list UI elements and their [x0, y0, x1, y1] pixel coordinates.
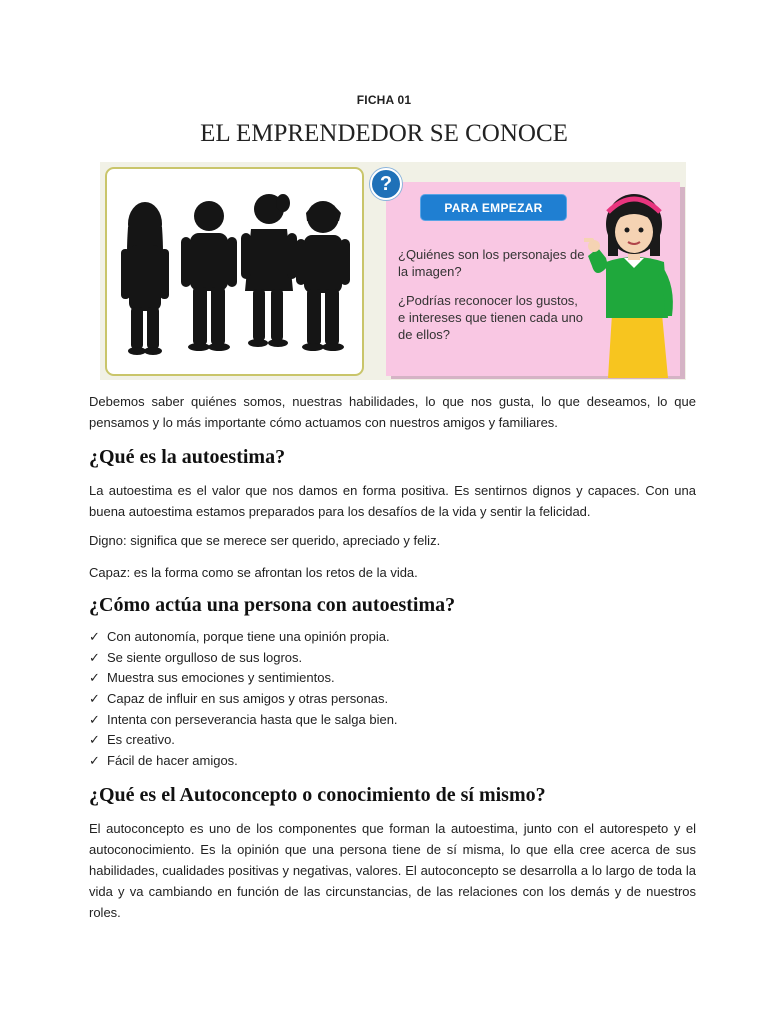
digno-definition: Digno: significa que se merece ser querido, apreciado y feliz. — [89, 533, 441, 548]
intro-paragraph: Debemos saber quiénes somos, nuestras habilidades, lo que nos gusta, lo que deseamos, lo que pensamos y lo más importante cómo actuamos con nuestros amigos y familiares. — [89, 394, 696, 430]
check-icon: ✓ — [89, 649, 100, 665]
check-icon: ✓ — [89, 752, 100, 768]
children-silhouettes-image — [107, 169, 362, 374]
sheet-label: FICHA 01 — [356, 93, 412, 107]
autoconcepto-paragraph: El autoconcepto es uno de los componentes que forman la autoestima, junto con el autorespeto y el autoconocimiento. Es la opinión que una persona tiene de sí misma, lo que ella cree acerca de sus habilidades, cualidades positivas y negativas, valores. El autoconcepto se desarrolla a lo largo de toda la vida y va cambiando en función de las circunstancias, de las relaciones con los demás y de nuestros roles. — [89, 821, 696, 920]
check-icon: ✓ — [89, 732, 100, 748]
list-item: ✓ Se siente orgulloso de sus logros. — [89, 648, 398, 669]
heading-como-actua: ¿Cómo actúa una persona con autoestima? — [89, 594, 456, 616]
check-icon: ✓ — [89, 670, 100, 686]
traits-checklist — [89, 627, 398, 771]
page-title: EL EMPRENDEDOR SE CONOCE — [200, 120, 568, 147]
check-icon: ✓ — [89, 711, 100, 727]
list-item: ✓ Es creativo. — [89, 730, 398, 751]
silhouettes-frame — [105, 167, 364, 376]
question-2: ¿Podrías reconocer los gustos, e intereses que tienen cada uno de ellos? — [398, 293, 584, 342]
autoestima-paragraph: La autoestima es el valor que nos damos en forma positiva. Es sentirnos dignos y capaces. Con una buena autoestima estamos preparados para los desafíos de la vida y sentir la felicidad. — [89, 483, 696, 519]
heading-autoestima: ¿Qué es la autoestima? — [89, 446, 286, 468]
list-item: ✓ Muestra sus emociones y sentimientos. — [89, 668, 398, 689]
intro-illustration — [100, 162, 686, 380]
para-empezar-label: PARA EMPEZAR — [420, 194, 567, 221]
check-icon: ✓ — [89, 629, 100, 645]
question-mark-icon: ? — [370, 168, 402, 200]
girl-pointing-image — [584, 186, 684, 378]
list-item: ✓ Intenta con perseverancia hasta que le salga bien. — [89, 709, 398, 730]
list-item: ✓ Con autonomía, porque tiene una opinión propia. — [89, 627, 398, 648]
check-icon: ✓ — [89, 691, 100, 707]
heading-autoconcepto: ¿Qué es el Autoconcepto o conocimiento de sí mismo? — [89, 784, 546, 806]
capaz-definition: Capaz: es la forma como se afrontan los retos de la vida. — [89, 565, 418, 580]
question-1: ¿Quiénes son los personajes de la imagen? — [398, 247, 585, 279]
list-item: ✓ Capaz de influir en sus amigos y otras personas. — [89, 689, 398, 710]
list-item: ✓ Fácil de hacer amigos. — [89, 751, 398, 772]
